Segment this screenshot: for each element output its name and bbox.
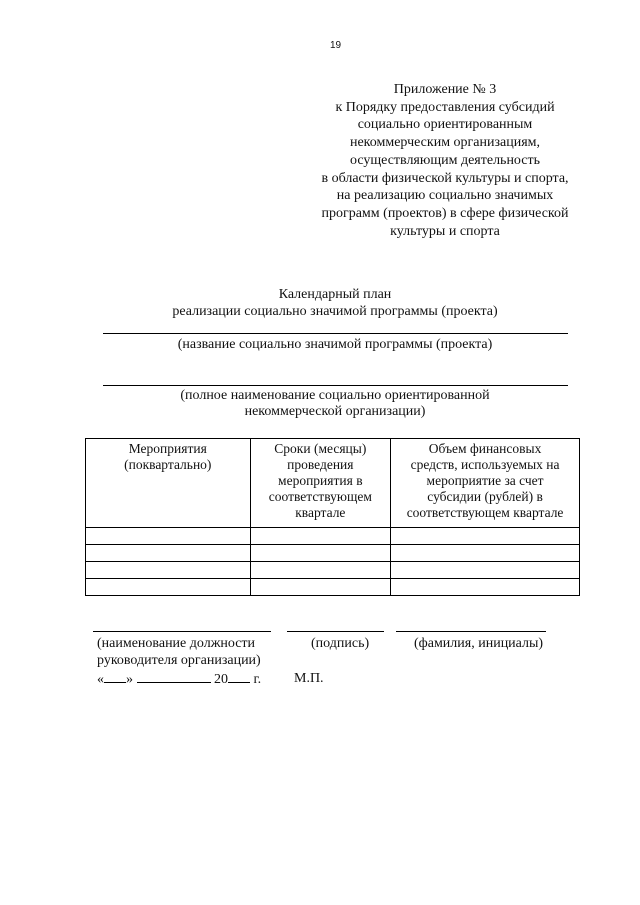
header-text: мероприятия в (278, 473, 363, 488)
header-text: субсидии (рублей) в (427, 489, 543, 504)
header-events (86, 439, 251, 528)
day-blank (104, 670, 126, 683)
table-cell (86, 562, 251, 579)
table-cell (86, 528, 251, 545)
appendix-line: некоммерческим организациям, (349, 135, 541, 151)
table-cell (250, 579, 391, 596)
appendix-line: в области физической культуры и спорта, (321, 170, 569, 186)
org-name-caption (100, 388, 570, 420)
table-cell (391, 528, 580, 545)
year-blank (228, 670, 250, 683)
appendix-line: Приложение № 3 (393, 82, 497, 97)
title-line-2: реализации социально значимой программы (проекта) (172, 304, 498, 319)
year-prefix: 20 (214, 672, 228, 687)
document-title (100, 286, 570, 320)
table-cell (86, 545, 251, 562)
appendix-line: к Порядку предоставления субсидий (335, 99, 555, 115)
header-text: соответствующем квартале (406, 505, 564, 520)
table-cell (250, 545, 391, 562)
table-cell (391, 545, 580, 562)
appendix-line: программ (проектов) в сфере физической (321, 205, 569, 221)
table-header-row (86, 439, 580, 528)
position-line (93, 631, 271, 632)
calendar-plan-table (85, 438, 580, 596)
name-caption: (фамилия, инициалы) (414, 636, 544, 651)
table-cell (86, 579, 251, 596)
appendix-header (300, 81, 590, 240)
header-text: проведения (287, 457, 354, 472)
header-text: средств, используемых на (410, 457, 560, 472)
page-number: 19 (329, 40, 342, 51)
date-close-quote: » (126, 672, 133, 687)
appendix-line: на реализацию социально значимых (336, 188, 554, 204)
org-caption-line-2: некоммерческой организации) (244, 404, 426, 419)
table-cell (391, 562, 580, 579)
signature-caption: (подпись) (311, 636, 370, 651)
header-text: Объем финансовых (428, 441, 542, 456)
header-text: соответствующем (268, 489, 372, 504)
table-cell (250, 528, 391, 545)
header-text: Мероприятия (128, 441, 207, 456)
org-name-line (103, 385, 568, 386)
table-row (86, 579, 580, 596)
header-text: Сроки (месяцы) (274, 441, 367, 456)
program-name-line (103, 333, 568, 334)
date-open-quote: « (97, 672, 104, 687)
org-caption-line-1: (полное наименование социально ориентированной (180, 388, 490, 403)
name-line (396, 631, 546, 632)
appendix-line: культуры и спорта (390, 223, 500, 239)
year-suffix: г. (253, 672, 262, 687)
table-cell (250, 562, 391, 579)
header-text: (поквартально) (124, 457, 212, 472)
stamp-placeholder: М.П. (294, 671, 324, 686)
title-line-1: Календарный план (278, 287, 392, 302)
date-field (97, 670, 261, 688)
header-timing (250, 439, 391, 528)
appendix-line: социально ориентированным (357, 117, 533, 133)
header-text: мероприятие за счет (426, 473, 544, 488)
position-caption-1: (наименование должности (97, 636, 256, 651)
month-blank (137, 670, 211, 683)
position-caption-2: руководителя организации) (97, 653, 261, 668)
table-row (86, 528, 580, 545)
appendix-line: осуществляющим деятельность (349, 152, 541, 168)
table-row (86, 545, 580, 562)
signature-line (287, 631, 384, 632)
header-funding (391, 439, 580, 528)
table-row (86, 562, 580, 579)
header-text: квартале (295, 505, 346, 520)
table-cell (391, 579, 580, 596)
program-name-caption: (название социально значимой программы (проекта) (177, 337, 493, 352)
